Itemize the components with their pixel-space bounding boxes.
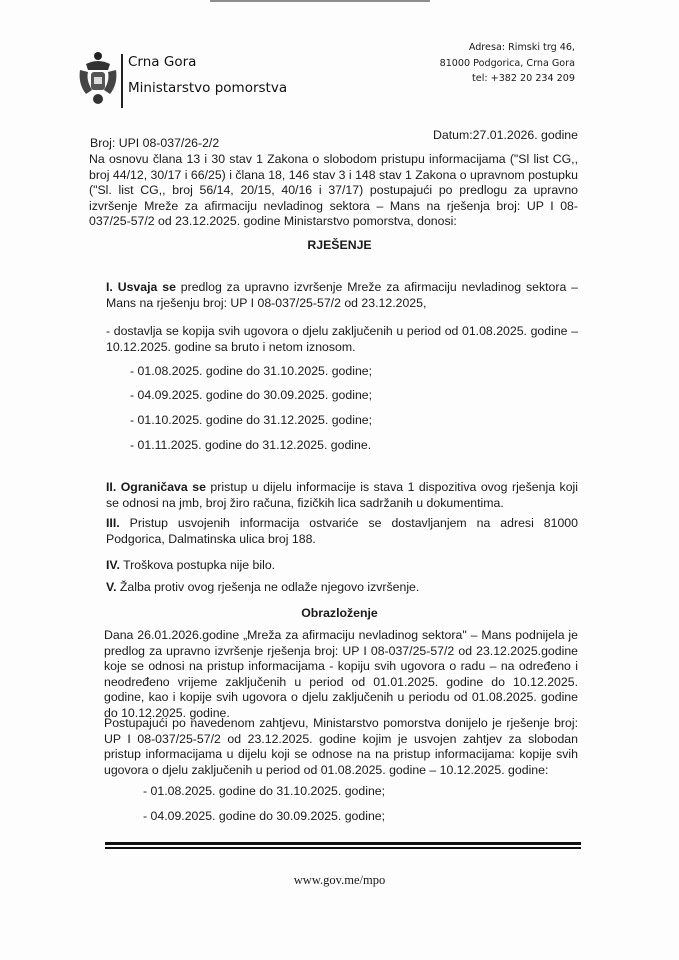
item-lead: III. [106, 516, 120, 530]
period-item: - 04.09.2025. godine do 30.09.2025. godine; [143, 809, 386, 823]
decision-title: RJEŠENJE [307, 238, 372, 252]
decision-item-2 [106, 480, 578, 511]
decision-item-5 [106, 580, 578, 596]
decision-item-3 [106, 516, 578, 547]
intro-paragraph: Na osnovu člana 13 i 30 stav 1 Zakona o slobodom pristupu informacijama ("Sl list CG,, broj 44/12, 30/17 i 66/25) i člana 18, 146 stav 3 i 148 stav 1 Zakona o upravnom postupku ("Sl. list CG,, broj 56/14, 20/15, 40/16 i 37/17) postupajući po predlogu za upravno izvršenje Mreže za afirmaciju nevladinog sektora – Mans na rješenja broj: UP I 08-037/25-57/2 od 23.12.2025. godine Ministarstvo pomorstva, donosi: [89, 152, 578, 229]
header-divider [121, 54, 123, 108]
reasoning-paragraph-2: Postupajući po navedenom zahtjevu, Ministarstvo pomorstva donijelo je rješenje broj: UP I 08-037/25-57/2 od 23.12.2025. godine kojim je usvojen zahtjev za slobodan pristup informacijama u dijelu koji se odnose na na pristup informacijama: kopije svih ugovora o djelu zaključenih u period od 01.08.2025. godine – 10.12.2025. godine: [104, 716, 578, 777]
country-name: Crna Gora [128, 54, 197, 70]
decision-item-4 [106, 558, 578, 574]
item-text: predlog za upravno izvršenje Mreže za afirmaciju nevladinog sektora – Mans na rješenju broj: UP I 08-037/25-57/2 od 23.12.2025, [106, 280, 578, 310]
item-text: pristup u dijelu informacije is stava 1 dispozitiva ovog rješenja koji se odnosi na jmb, broj žiro računa, fizičkih lica sadržanih u dokumentima. [106, 480, 578, 510]
item-text: Žalba protiv ovog rješenja ne odlaže njegovo izvršenje. [116, 580, 420, 594]
address-line: tel: +382 20 234 209 [472, 73, 575, 84]
period-item: - 01.08.2025. godine do 31.10.2025. godine; [143, 784, 386, 798]
period-item: - 04.09.2025. godine do 30.09.2025. godine; [130, 388, 373, 402]
address-block [440, 40, 575, 87]
website-link[interactable]: www.gov.me/mpo [293, 873, 386, 887]
item-lead: IV. [106, 558, 120, 572]
decision-item-1-detail: - dostavlja se kopija svih ugovora o djelu zaključenih u period od 01.08.2025. godine – 10.12.2025. godine sa bruto i netom iznosom. [106, 324, 578, 354]
address-line: 81000 Podgorica, Crna Gora [439, 57, 575, 69]
scan-artifact [210, 0, 430, 2]
document-number: Broj: UPI 08-037/26-2/2 [90, 136, 220, 150]
period-item: - 01.11.2025. godine do 31.12.2025. godine. [130, 438, 372, 452]
reasoning-paragraph-1: Dana 26.01.2026.godine „Mreža za afirmaciju nevladinog sektora" – Mans podnijela je predlog za upravno izvršenje rješenja broj: UP I 08-037/25-57/2 od 23.12.2025.godine koje se odnosi na pristup informacijama - kopiju svih ugovora o radu – na određeno i neodređeno vrijeme zaključenih u period od 01.01.2025. godine do 10.12.2025. godine, kao i kopije svih ugovora o djelu zaključenih u periodu od 01.08.2025. godine do 10.12.2025. godine. [104, 628, 578, 720]
reasoning-title: Obrazloženje [301, 606, 378, 620]
footer-rule [105, 842, 581, 845]
period-item: - 01.10.2025. godine do 31.12.2025. godine; [130, 413, 373, 427]
footer-rule [105, 847, 581, 849]
period-item: - 01.08.2025. godine do 31.10.2025. godine; [130, 364, 373, 378]
item-lead: I. Usvaja se [106, 280, 176, 294]
decision-item-1 [106, 280, 578, 311]
item-lead: II. Ograničava se [106, 480, 206, 494]
item-text: Troškova postupka nije bilo. [119, 558, 276, 572]
coat-of-arms-icon [78, 50, 118, 106]
ministry-name: Ministarstvo pomorstva [128, 80, 288, 96]
document-date: Datum:27.01.2026. godine [433, 128, 578, 142]
address-line: Adresa: Rimski trg 46, [468, 42, 575, 53]
item-lead: V. [106, 580, 117, 594]
item-text: Pristup usvojenih informacija ostvariće se dostavljanjem na adresi 81000 Podgorica, Dalmatinska ulica broj 188. [106, 516, 578, 546]
